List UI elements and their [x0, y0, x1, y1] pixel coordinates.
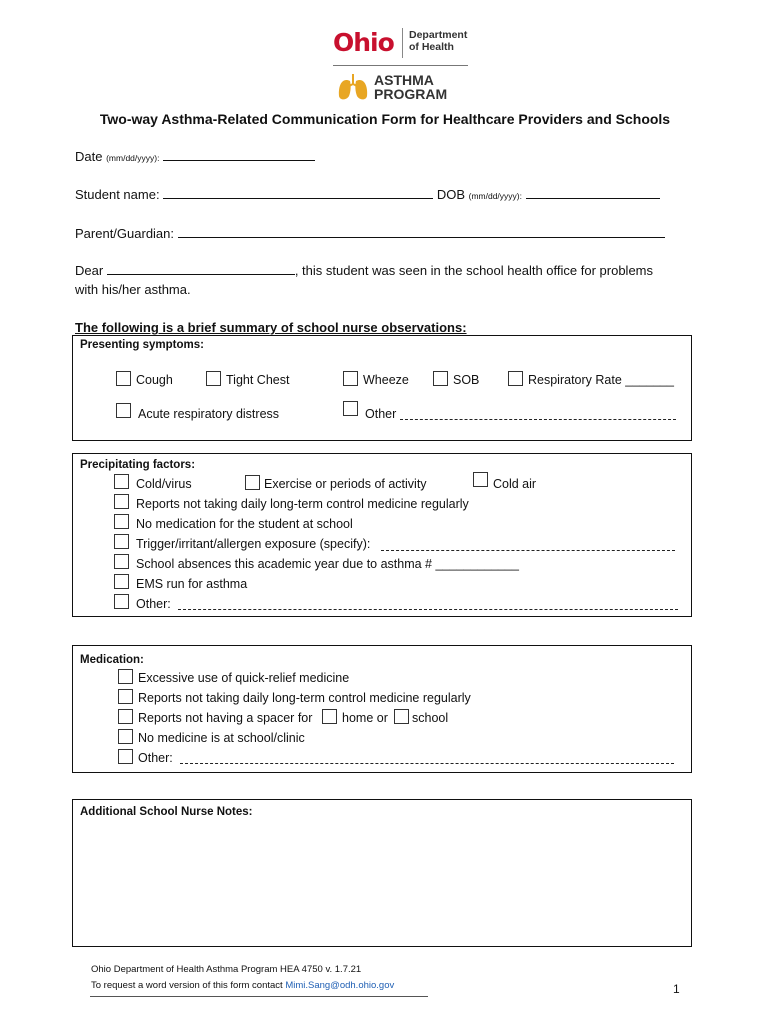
dob-input[interactable]: [526, 186, 660, 199]
date-input[interactable]: [163, 148, 315, 161]
dear-line2: with his/her asthma.: [75, 282, 191, 297]
spacer-school-label: school: [412, 711, 449, 725]
lungs-icon: [336, 72, 370, 102]
other-symptom-checkbox[interactable]: [343, 401, 358, 416]
ohio-logo: [333, 26, 473, 62]
dob-label: DOB: [436, 187, 465, 202]
precip-item-checkbox[interactable]: [114, 514, 129, 529]
sob-checkbox[interactable]: [433, 371, 448, 386]
medication-heading: Medication:: [80, 654, 144, 666]
cold-virus-label: Cold/virus: [136, 477, 192, 491]
parent-input[interactable]: [178, 225, 665, 238]
footer-divider: [90, 996, 428, 997]
exercise-label: Exercise or periods of activity: [264, 477, 427, 491]
ohio-wordmark: Ohio: [333, 28, 394, 57]
cold-air-checkbox[interactable]: [473, 472, 488, 487]
wheeze-label: Wheeze: [363, 373, 409, 387]
med-item-label: No medicine is at school/clinic: [138, 731, 305, 745]
precip-item-label: EMS run for asthma: [136, 577, 248, 591]
notes-section[interactable]: [72, 799, 692, 947]
dear-input[interactable]: [107, 262, 295, 275]
cough-checkbox[interactable]: [116, 371, 131, 386]
resp-rate-checkbox[interactable]: [508, 371, 523, 386]
dear-label: Dear: [75, 263, 104, 278]
precip-item-label: School absences this academic year due to asthma # ____________: [136, 557, 519, 571]
precip-item-label: Reports not taking daily long-term control medicine regularly: [136, 497, 469, 511]
resp-rate-label[interactable]: Respiratory Rate _______: [528, 373, 674, 387]
form-title: Two-way Asthma-Related Communication Form for Healthcare Providers and Schools: [99, 111, 671, 127]
summary-heading: The following is a brief summary of school nurse observations:: [75, 320, 467, 335]
student-name-input[interactable]: [163, 186, 433, 199]
trigger-input[interactable]: [381, 550, 675, 551]
precip-item-label: Other:: [136, 597, 171, 611]
footer-form-id: Ohio Department of Health Asthma Program HEA 4750 v. 1.7.21: [91, 964, 362, 975]
acute-distress-label: Acute respiratory distress: [138, 407, 280, 421]
precip-item-label: No medication for the student at school: [136, 517, 353, 531]
acute-distress-checkbox[interactable]: [116, 403, 131, 418]
asthma-program-logo: [336, 72, 476, 104]
other-symptom-input[interactable]: [400, 419, 676, 420]
exercise-checkbox[interactable]: [245, 475, 260, 490]
logo-separator: [333, 65, 468, 66]
cold-air-label: Cold air: [493, 477, 537, 491]
other-symptom-label: Other: [365, 407, 397, 421]
spacer-home-checkbox[interactable]: [322, 709, 337, 724]
department-name: Department of Health: [409, 29, 468, 53]
precip-other-input[interactable]: [178, 609, 678, 610]
footer-request-text: To request a word version of this form contact: [91, 980, 283, 991]
med-item-label: Reports not taking daily long-term control medicine regularly: [138, 691, 471, 705]
cold-virus-checkbox[interactable]: [114, 474, 129, 489]
precip-item-checkbox[interactable]: [114, 494, 129, 509]
med-item-label: Excessive use of quick-relief medicine: [138, 671, 350, 685]
spacer-school-checkbox[interactable]: [394, 709, 409, 724]
spacer-home-label: home or: [342, 711, 388, 725]
dear-text: , this student was seen in the school health office for problems: [294, 263, 653, 278]
precipitating-heading: Precipitating factors:: [80, 459, 196, 471]
parent-label: Parent/Guardian:: [75, 226, 175, 241]
date-format: (mm/dd/yyyy):: [106, 153, 160, 163]
precip-item-checkbox[interactable]: [114, 554, 129, 569]
med-item-label: Reports not having a spacer for: [138, 711, 313, 725]
symptoms-heading: Presenting symptoms:: [80, 339, 204, 351]
page-number: 1: [673, 982, 680, 996]
med-item-checkbox[interactable]: [118, 669, 133, 684]
precip-item-checkbox[interactable]: [114, 534, 129, 549]
notes-heading: Additional School Nurse Notes:: [80, 806, 253, 818]
student-name-label: Student name:: [75, 187, 160, 202]
med-item-checkbox[interactable]: [118, 729, 133, 744]
precip-item-checkbox[interactable]: [114, 594, 129, 609]
sob-label: SOB: [453, 373, 480, 387]
med-item-checkbox[interactable]: [118, 749, 133, 764]
cough-label: Cough: [136, 373, 173, 387]
logo-divider: [402, 28, 403, 58]
precip-item-checkbox[interactable]: [114, 574, 129, 589]
med-item-label: Other:: [138, 751, 173, 765]
tight-chest-label: Tight Chest: [226, 373, 290, 387]
footer-email-link[interactable]: Mimi.Sang@odh.ohio.gov: [285, 980, 395, 991]
tight-chest-checkbox[interactable]: [206, 371, 221, 386]
med-item-checkbox[interactable]: [118, 689, 133, 704]
program-name: ASTHMA PROGRAM: [374, 72, 448, 102]
med-item-checkbox[interactable]: [118, 709, 133, 724]
date-label: Date: [75, 149, 103, 164]
med-other-input[interactable]: [180, 763, 674, 764]
dob-format: (mm/dd/yyyy):: [468, 191, 522, 201]
wheeze-checkbox[interactable]: [343, 371, 358, 386]
precip-item-label: Trigger/irritant/allergen exposure (specify):: [136, 537, 371, 551]
